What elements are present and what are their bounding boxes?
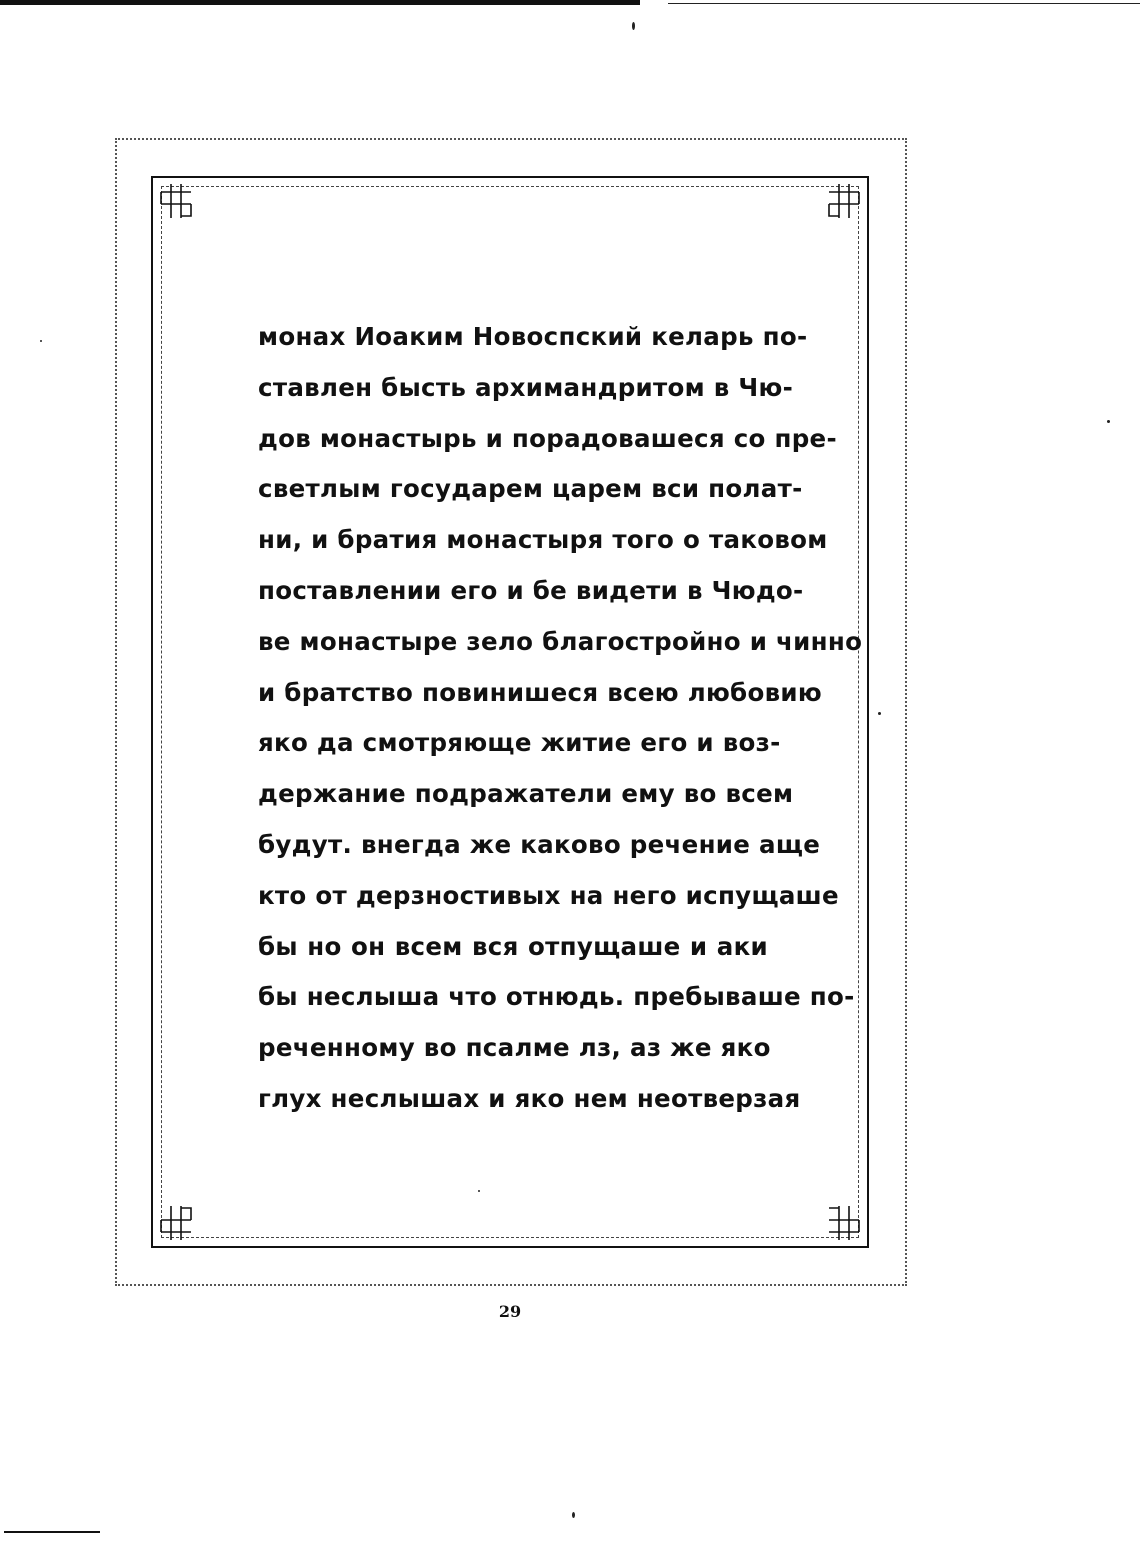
text-line: держание подражатели ему во всем bbox=[258, 779, 794, 809]
scan-speck bbox=[632, 22, 635, 30]
page-text bbox=[258, 312, 863, 1125]
text-line: монах Иоаким Новоспский келарь по- bbox=[258, 322, 808, 351]
text-line: бы но он всем вся отпущаше и аки bbox=[258, 931, 768, 961]
text-line: ни, и братия монастыря того о таковом bbox=[258, 525, 828, 555]
text-line: яко да смотряюще житие его и воз- bbox=[258, 728, 781, 758]
corner-ornament-icon bbox=[157, 182, 197, 222]
text-line: ставлен бысть архимандритом в Чю- bbox=[258, 372, 794, 402]
text-line: реченному во псалме лз, аз же яко bbox=[258, 1033, 771, 1063]
text-line: будут. внегда же каково речение аще bbox=[258, 829, 821, 859]
text-line: дов монастырь и порадовашеся со пре- bbox=[258, 423, 837, 453]
scan-edge-rule bbox=[4, 1531, 100, 1533]
corner-ornament-icon bbox=[823, 1202, 863, 1242]
corner-ornament-icon bbox=[157, 1202, 197, 1242]
scan-speck bbox=[572, 1512, 575, 1518]
text-line: бы неслыша что отнюдь. пребываше по- bbox=[258, 982, 855, 1012]
text-line: светлым государем царем вси полат- bbox=[258, 474, 803, 504]
text-line: кто от дерзностивых на него испущаше bbox=[258, 880, 839, 910]
text-line: и братство повинишеся всею любовию bbox=[258, 677, 822, 707]
page-number: 29 bbox=[498, 1302, 522, 1321]
text-line: ве монастыре зело благостройно и чинно bbox=[258, 626, 863, 656]
scan-edge-rule bbox=[0, 0, 640, 5]
text-line: поставлении его и бе видети в Чюдо- bbox=[258, 575, 804, 605]
text-line: глух неслышах и яко нем неотверзая bbox=[258, 1083, 801, 1113]
corner-ornament-icon bbox=[823, 182, 863, 222]
scan-speck bbox=[40, 340, 42, 342]
scan-edge-rule bbox=[668, 3, 1140, 4]
scan-speck bbox=[1107, 420, 1110, 423]
